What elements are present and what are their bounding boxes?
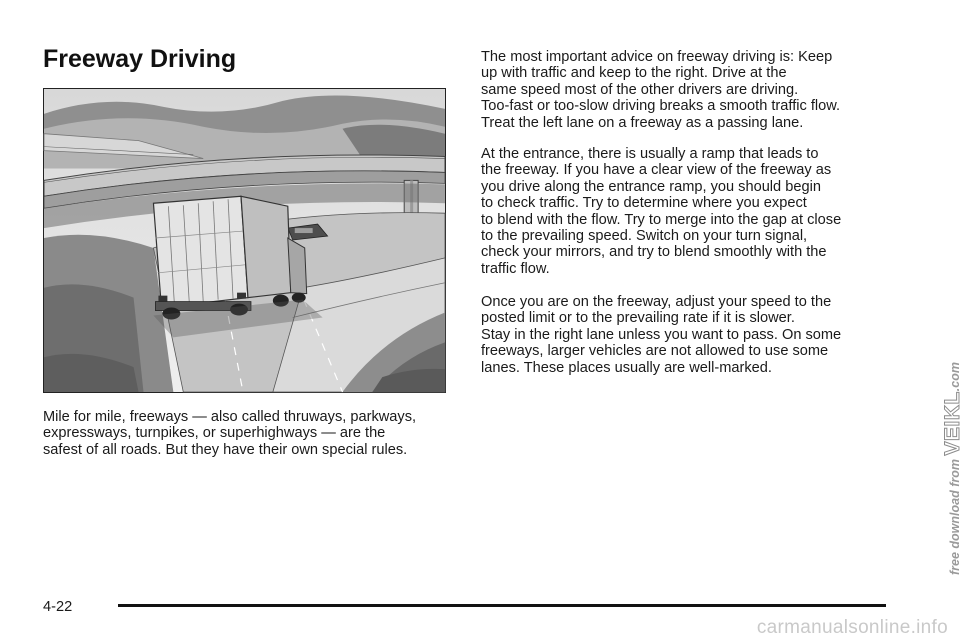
side-watermark-text [941,362,965,575]
entrance-line: you drive along the entrance ramp, you should begin [481,178,821,195]
side-watermark-brand: VEIKL [941,391,964,456]
entrance-line: to check traffic. Try to determine where you expect [481,195,807,212]
bottom-watermark: carmanualsonline.info [756,617,948,638]
side-watermark-prefix: free download from [948,459,962,575]
advice-paragraph [481,49,840,131]
intro-line: safest of all roads. But they have their own special rules. [43,441,408,458]
freeway-truck-drawing [44,89,445,392]
advice-line: The most important advice on freeway driving is: Keep [481,49,833,65]
side-watermark-suffix: .com [948,362,962,392]
page-title: Freeway Driving [43,45,237,73]
intro-line: Mile for mile, freeways — also called thruways, parkways, [43,409,417,425]
entrance-line: to blend with the flow. Try to merge into the gap at close [481,211,842,228]
page-number: 4-22 [43,599,73,615]
entrance-line: traffic flow. [481,260,550,277]
advice-line: up with traffic and keep to the right. Drive at the [481,65,787,82]
entrance-line: At the entrance, there is usually a ramp that leads to [481,146,819,162]
entrance-line: the freeway. If you have a clear view of the freeway as [481,162,832,179]
footer-rule [118,604,886,607]
on-freeway-line: freeways, larger vehicles are not allowed to use some [481,343,829,360]
entrance-line: to the prevailing speed. Switch on your turn signal, [481,228,808,245]
on-freeway-line: Once you are on the freeway, adjust your speed to the [481,294,832,310]
freeway-illustration [43,88,446,393]
on-freeway-line: posted limit or to the prevailing rate if it is slower. [481,310,795,327]
entrance-paragraph [481,146,841,277]
entrance-line: check your mirrors, and try to blend smoothly with the [481,244,827,261]
advice-line: same speed most of the other drivers are driving. [481,81,799,98]
advice-line: Treat the left lane on a freeway as a passing lane. [481,114,804,131]
intro-line: expressways, turnpikes, or superhighways — are the [43,425,386,442]
advice-line: Too-fast or too-slow driving breaks a smooth traffic flow. [481,98,841,115]
on-freeway-line: lanes. These places usually are well-marked. [481,359,772,376]
intro-paragraph [43,409,416,458]
on-freeway-paragraph [481,294,841,376]
on-freeway-line: Stay in the right lane unless you want to pass. On some [481,326,842,343]
